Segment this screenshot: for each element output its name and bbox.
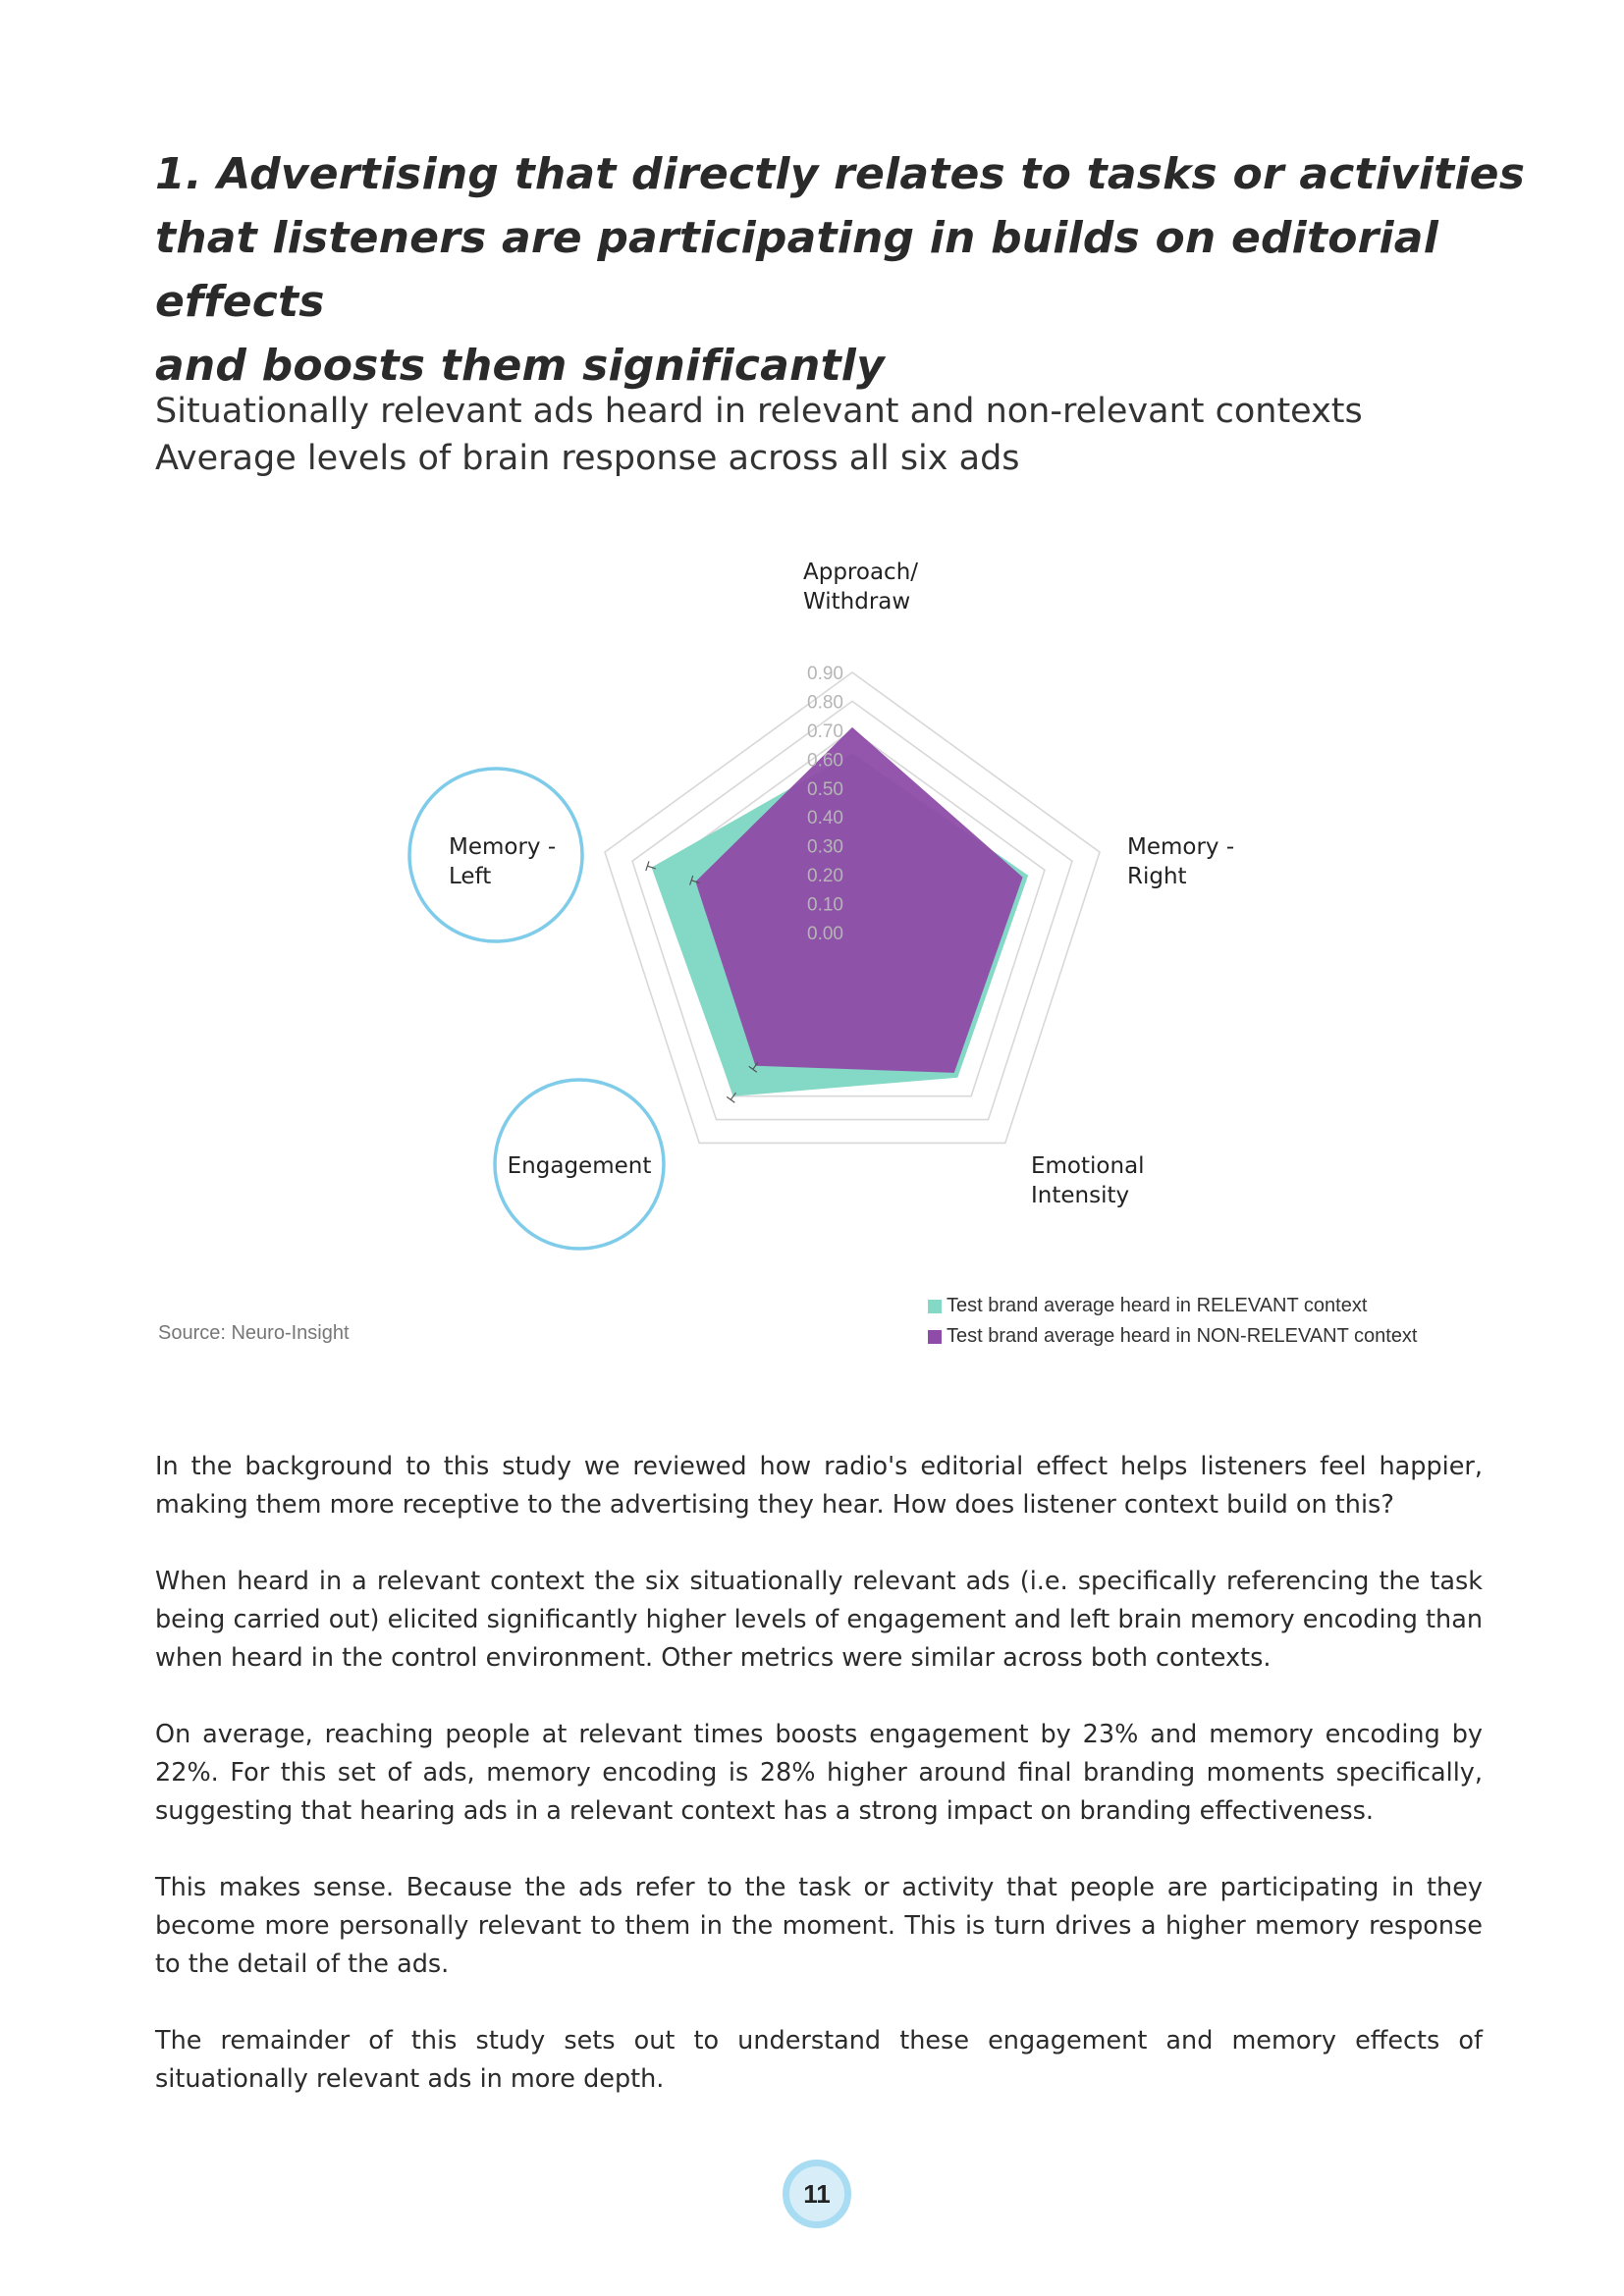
axis-label: Right (1127, 864, 1187, 889)
body-text (155, 1448, 1483, 2137)
heading-line-1: 1. Advertising that directly relates to tasks or activities (155, 149, 1526, 199)
legend-item-relevant (928, 1291, 1418, 1321)
axis-label: Approach/ (803, 560, 919, 585)
body-paragraph: This makes sense. Because the ads refer to the task or activity that people are participating in they become more personally relevant to them in the moment. This is turn drives a higher memory response to the detail of the ads. (155, 1873, 1483, 1979)
legend-label-relevant: Test brand average heard in RELEVANT context (947, 1295, 1368, 1316)
tick-label: 0.10 (807, 894, 843, 916)
tick-label: 0.30 (807, 836, 843, 858)
source-note: Source: Neuro-Insight (158, 1322, 350, 1344)
section-heading (155, 142, 1530, 398)
tick-label: 0.60 (807, 750, 843, 772)
axis-label: Intensity (1031, 1183, 1130, 1208)
body-paragraph: The remainder of this study sets out to understand these engagement and memory effects of situationally relevant ads in more depth. (155, 2026, 1483, 2094)
chart-subtitle-line-2: Average levels of brain response across all six ads (155, 439, 1020, 478)
radar-chart (0, 530, 1624, 1364)
legend-swatch-relevant (928, 1300, 942, 1313)
heading-line-2: that listeners are participating in builds on editorial effects (155, 213, 1438, 327)
body-paragraph: When heard in a relevant context the six situationally relevant ads (i.e. specifically referencing the task being carried out) elicited significantly higher levels of engagement and left brain memory encoding than when heard in the control environment. Other metrics were similar across both contexts. (155, 1567, 1483, 1673)
chart-subtitle (155, 388, 1530, 482)
chart-legend (928, 1291, 1418, 1352)
axis-label: Memory - (1127, 834, 1235, 860)
legend-label-non-relevant: Test brand average heard in NON-RELEVANT context (947, 1325, 1418, 1347)
axis-label: Memory - (449, 834, 557, 860)
body-paragraph: In the background to this study we reviewed how radio's editorial effect helps listeners feel happier, making them more receptive to the advertising they hear. How does listener context build on this? (155, 1452, 1483, 1520)
tick-label: 0.70 (807, 721, 843, 742)
chart-subtitle-line-1: Situationally relevant ads heard in relevant and non-relevant contexts (155, 392, 1363, 431)
heading-line-3: and boosts them significantly (155, 341, 885, 391)
error-bar-cap (727, 1096, 734, 1102)
tick-label: 0.50 (807, 778, 843, 800)
axis-label: Withdraw (803, 589, 911, 614)
legend-item-non-relevant (928, 1321, 1418, 1352)
tick-label: 0.90 (807, 664, 843, 684)
page-number: 11 (783, 2160, 851, 2228)
axis-label: Emotional (1031, 1153, 1145, 1179)
axis-label: Engagement (507, 1153, 652, 1179)
body-paragraph: On average, reaching people at relevant times boosts engagement by 23% and memory encoding by 22%. For this set of ads, memory encoding is 28% higher around final branding moments specifically, suggesting that hearing ads in a relevant context has a strong impact on branding effectiveness. (155, 1720, 1483, 1826)
tick-label: 0.00 (807, 924, 843, 944)
tick-label: 0.20 (807, 866, 843, 887)
axis-label: Left (449, 864, 492, 889)
tick-label: 0.80 (807, 692, 843, 714)
legend-swatch-non-relevant (928, 1330, 942, 1344)
tick-label: 0.40 (807, 808, 843, 829)
